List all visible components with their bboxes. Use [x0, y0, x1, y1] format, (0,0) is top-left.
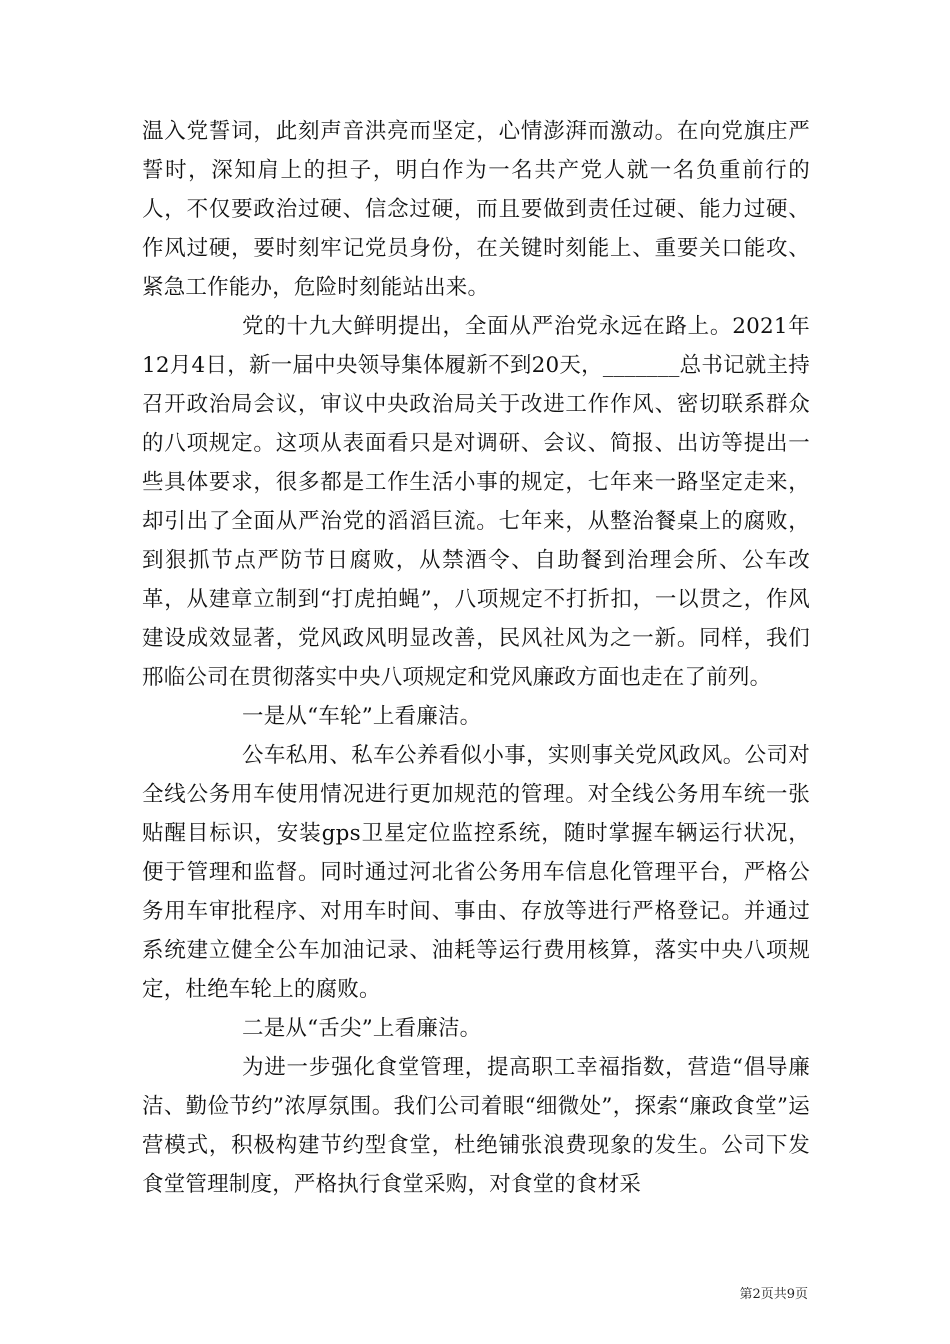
paragraph-party-congress: 党的十九大鲜明提出，全面从严治党永远在路上。2021年12月4日，新一届中央领导集体履新不到20天，_______总书记就主持召开政治局会议，审议中央政治局关于改进工作作风、密切联系群众的八项规定。这项从表面看只是对调研、会议、简报、出访等提出一些具体要求，很多都是工作生活小事的规定，七年来一路坚定走来，却引出了全面从严治党的滔滔巨流。七年来，从整治餐桌上的腐败，到狠抓节点严防节日腐败，从禁酒令、自助餐到治理会所、公车改革，从建章立制到“打虎拍蝇”，八项规定不打折扣，一以贯之，作风建设成效显著，党风政风明显改善，民风社风为之一新。同样，我们邢临公司在贯彻落实中央八项规定和党风廉政方面也走在了前列。: [142, 314, 810, 690]
page-number-footer: 第2页共9页: [739, 1287, 808, 1302]
paragraph-official-vehicles: 公车私用、私车公养看似小事，实则事关党风政风。公司对全线公务用车使用情况进行更加规范的管理。对全线公务用车统一张贴醒目标识，安装gps卫星定位监控系统，随时掌握车辆运行状况，便于管理和监督。同时通过河北省公务用车信息化管理平台，严格公务用车审批程序、对用车时间、事由、存放等进行严格登记。并通过系统建立健全公车加油记录、油耗等运行费用核算，落实中央八项规定，杜绝车轮上的腐败。: [142, 743, 810, 1002]
heading-tongue: 二是从“舌尖”上看廉洁。: [242, 1016, 482, 1041]
paragraph-canteen: 为进一步强化食堂管理，提高职工幸福指数，营造“倡导廉洁、勤俭节约”浓厚氛围。我们公司着眼“细微处”，探索“廉政食堂”运营模式，积极构建节约型食堂，杜绝铺张浪费现象的发生。公司下发食堂管理制度，严格执行食堂采购，对食堂的食材采: [142, 1055, 810, 1197]
document-body: [142, 112, 810, 1204]
heading-wheels: 一是从“车轮”上看廉洁。: [242, 704, 482, 729]
paragraph-oath: 温入党誓词，此刻声音洪亮而坚定，心情澎湃而激动。在向党旗庄严誓时，深知肩上的担子，明白作为一名共产党人就一名负重前行的人，不仅要政治过硬、信念过硬，而且要做到责任过硬、能力过硬、作风过硬，要时刻牢记党员身份，在关键时刻能上、重要关口能攻、紧急工作能办，危险时刻能站出来。: [142, 119, 810, 300]
